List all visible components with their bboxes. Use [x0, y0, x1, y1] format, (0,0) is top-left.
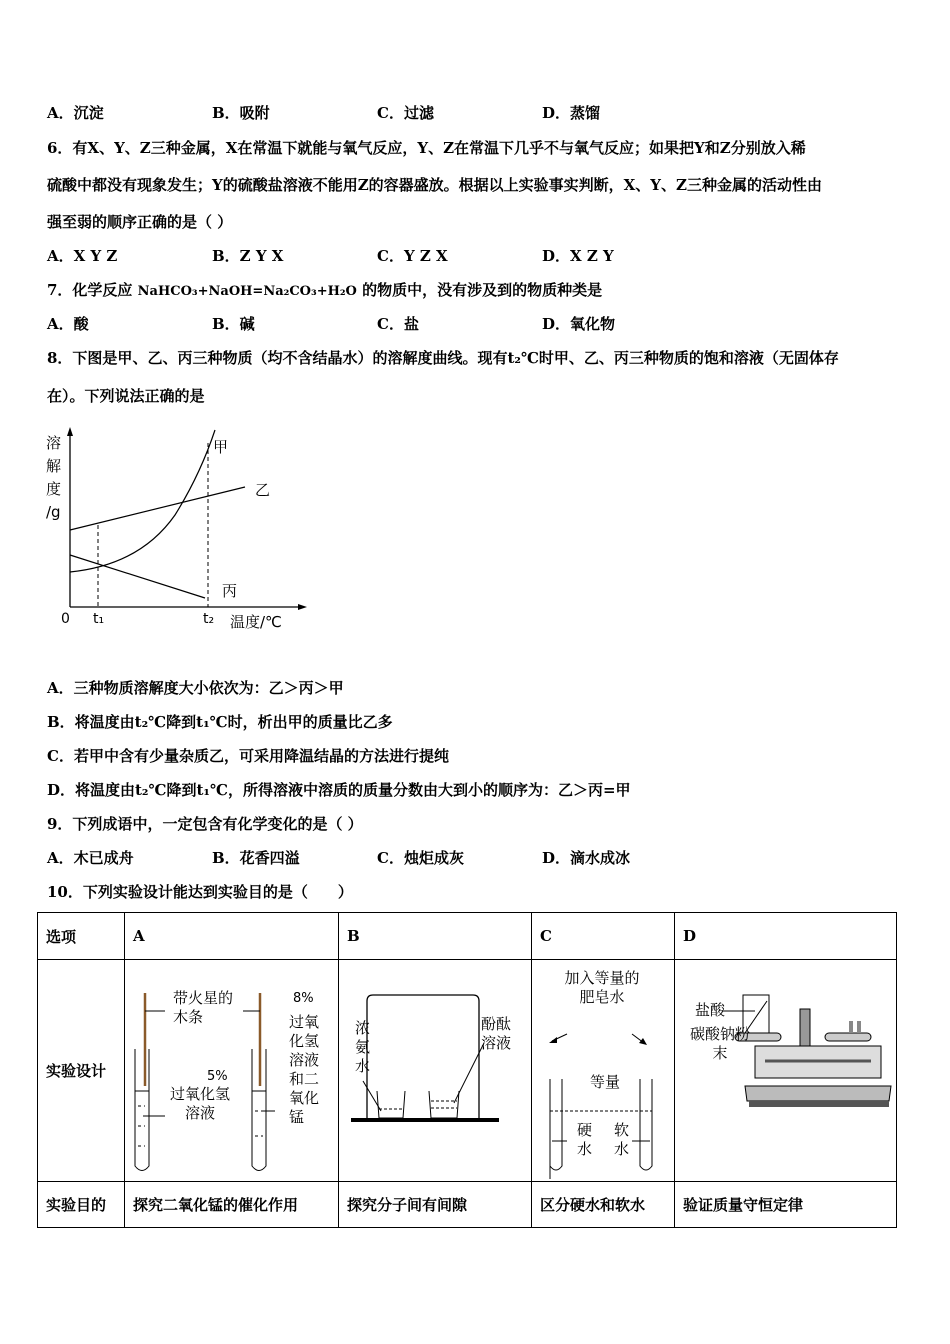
soft-water-label: 软水	[614, 1120, 630, 1158]
curve-yi	[70, 487, 245, 530]
ylabel-char: 溶	[46, 434, 62, 452]
t2-label: t₂	[203, 611, 215, 627]
q7-prefix: 7．化学反应	[47, 281, 138, 299]
y-axis-arrow	[67, 427, 73, 436]
right-solution-label: 过氧化氢溶液和二氧化锰	[289, 1012, 320, 1126]
left-solution-label: 过氧化氢溶液	[169, 1084, 230, 1122]
solubility-graph	[40, 425, 320, 640]
q9-option-a: A．木已成舟	[47, 849, 134, 867]
ammonia-label: 浓氨水	[355, 1018, 371, 1075]
purpose-cell: 探究分子间有间隙	[339, 1182, 532, 1228]
header-cell: C	[532, 913, 675, 960]
q8-option-d: D．将温度由t₂℃降到t₁℃，所得溶液中溶质的质量分数由大到小的顺序为：乙＞丙=甲	[47, 781, 631, 799]
q5-option-a: A．沉淀	[47, 104, 104, 122]
ylabel-char: 解	[46, 457, 62, 475]
header-cell: B	[339, 913, 532, 960]
curve-jia	[70, 430, 215, 572]
q9-option-d: D．滴水成冰	[542, 849, 631, 867]
q9-stem: 9．下列成语中，一定包含有化学变化的是（ ）	[47, 815, 363, 833]
q9-option-b: B．花香四溢	[212, 849, 300, 867]
q6-option-b: B．Z Y X	[212, 247, 284, 265]
curve-label-jia: 甲	[213, 438, 229, 456]
q9-option-c: C．烛炬成灰	[377, 849, 464, 867]
q6-line-3: 强至弱的顺序正确的是（ ）	[47, 213, 233, 231]
x-axis-arrow	[298, 604, 307, 610]
ylabel-char: /g	[46, 503, 61, 521]
t1-label: t₁	[93, 611, 105, 627]
design-cell-d	[675, 960, 897, 1182]
q6-option-a: A．X Y Z	[47, 247, 118, 265]
q10-stem: 10．下列实验设计能达到实验目的是（ ）	[47, 883, 353, 901]
header-cell: 选项	[38, 913, 125, 960]
purpose-row	[38, 1182, 897, 1228]
q5-option-d: D．蒸馏	[542, 104, 601, 122]
ylabel-char: 度	[46, 480, 62, 498]
q8-option-a: A．三种物质溶解度大小依次为：乙＞丙＞甲	[47, 679, 344, 697]
q7-option-d: D．氧化物	[542, 315, 616, 333]
q7-option-c: C．盐	[377, 315, 419, 333]
q7-suffix: 的物质中，没有涉及到的物质种类是	[356, 281, 603, 299]
splint-label: 带火星的木条	[173, 988, 234, 1026]
q5-option-b: B．吸附	[212, 104, 270, 122]
q7-equation: NaHCO₃+NaOH=Na₂CO₃+H₂O	[137, 284, 357, 299]
purpose-cell: 探究二氧化锰的催化作用	[125, 1182, 339, 1228]
curve-bing	[70, 555, 205, 598]
design-row	[38, 960, 897, 1182]
row-label: 实验目的	[38, 1182, 125, 1228]
design-cell-a	[125, 960, 339, 1182]
y-axis-label	[46, 432, 64, 524]
q7-option-b: B．碱	[212, 315, 255, 333]
q8-line-2: 在）。下列说法正确的是	[47, 387, 205, 405]
balance-diagram	[675, 961, 901, 1181]
q6-option-d: D．X Z Y	[542, 247, 614, 265]
experiment-table	[37, 912, 897, 1228]
phenolphthalein-label: 酚酞溶液	[481, 1014, 512, 1052]
q8-line-1: 8．下图是甲、乙、丙三种物质（均不含结晶水）的溶解度曲线。现有t₂℃时甲、乙、丙三种物质的饱和溶液（无固体存	[47, 349, 839, 367]
header-row	[38, 913, 897, 960]
origin-label: 0	[61, 611, 70, 627]
purpose-cell: 区分硬水和软水	[532, 1182, 675, 1228]
curve-label-yi: 乙	[255, 481, 271, 499]
hard-water-label: 硬水	[577, 1120, 593, 1158]
purpose-cell: 验证质量守恒定律	[675, 1182, 897, 1228]
q7-option-a: A．酸	[47, 315, 89, 333]
hydrochloric-acid-label: 盐酸	[695, 1000, 726, 1019]
x-axis-label: 温度/℃	[230, 613, 282, 631]
design-cell-c	[532, 960, 675, 1182]
row-label: 实验设计	[38, 960, 125, 1182]
header-cell: D	[675, 913, 897, 960]
q6-line-2: 硫酸中都没有现象发生；Y的硫酸盐溶液不能用Z的容器盛放。根据以上实验事实判断，X、Y、Z三种金属的活动性由	[47, 176, 822, 194]
q8-option-c: C．若甲中含有少量杂质乙，可采用降温结晶的方法进行提纯	[47, 747, 449, 765]
curve-label-bing: 丙	[222, 582, 238, 600]
pct-5-label: 5%	[207, 1068, 228, 1084]
q6-line-1: 6．有X、Y、Z三种金属，X在常温下就能与氧气反应，Y、Z在常温下几乎不与氧气反应；如果把Y和Z分别放入稀	[47, 139, 806, 157]
header-cell: A	[125, 913, 339, 960]
add-soap-water-label: 加入等量的肥皂水	[564, 968, 640, 1006]
design-cell-b	[339, 960, 532, 1182]
sodium-carbonate-label: 碳酸钠粉末	[689, 1024, 750, 1062]
q8-option-b: B．将温度由t₂℃降到t₁℃时，析出甲的质量比乙多	[47, 713, 393, 731]
pct-8-label: 8%	[293, 990, 314, 1006]
q7-stem	[47, 279, 602, 300]
q5-option-c: C．过滤	[377, 104, 434, 122]
q6-option-c: C．Y Z X	[377, 247, 448, 265]
equal-amount-label: 等量	[590, 1072, 621, 1091]
